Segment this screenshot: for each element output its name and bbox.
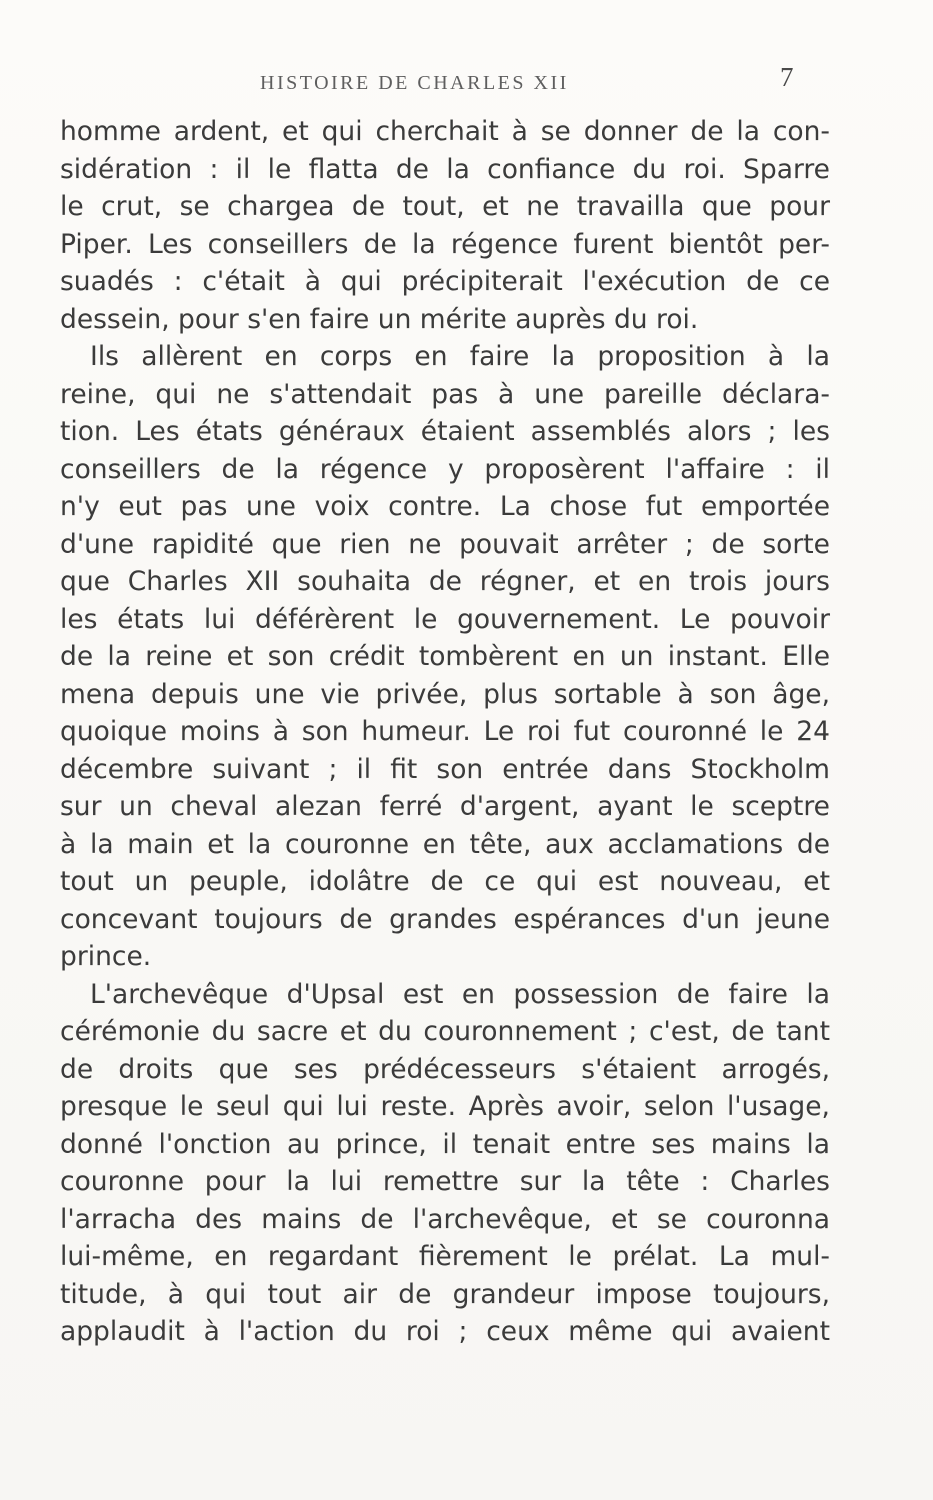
text-line: cérémonie du sacre et du couronnement ; c'est, de tant — [60, 1016, 830, 1047]
text-line: tion. Les états généraux étaient assemblés alors ; les — [60, 416, 830, 447]
page-number: 7 — [780, 62, 794, 92]
text-line: sur un cheval alezan ferré d'argent, ayant le sceptre — [60, 791, 830, 822]
text-line: sidération : il le flatta de la confiance du roi. Sparre — [60, 153, 830, 185]
text-line: que Charles XII souhaita de régner, et en trois jours — [60, 566, 830, 597]
text-line: tout un peuple, idolâtre de ce qui est nouveau, et — [60, 866, 830, 897]
paragraph-first-line: L'archevêque d'Upsal est en possession de faire la — [90, 978, 830, 1010]
body-text — [60, 113, 830, 1351]
running-head: HISTOIRE DE CHARLES XII — [260, 72, 569, 94]
text-line: décembre suivant ; il fit son entrée dans Stockholm — [60, 753, 830, 785]
text-line: suadés : c'était à qui précipiterait l'exécution de ce — [60, 266, 830, 297]
text-line: dessein, pour s'en faire un mérite auprès du roi. — [60, 303, 699, 335]
text-line: les états lui déférèrent le gouvernement. Le pouvoir — [60, 603, 830, 635]
text-line: reine, qui ne s'attendait pas à une pareille déclara- — [60, 378, 830, 410]
text-line: applaudit à l'action du roi ; ceux même qui avaient — [60, 1316, 830, 1347]
paragraph-first-line: Ils allèrent en corps en faire la proposition à la — [90, 341, 830, 372]
text-line: le crut, se chargea de tout, et ne travailla que pour — [60, 191, 830, 222]
text-line: donné l'onction au prince, il tenait entre ses mains la — [60, 1128, 830, 1160]
text-line: de droits que ses prédécesseurs s'étaient arrogés, — [60, 1053, 830, 1085]
text-line: presque le seul qui lui reste. Après avoir, selon l'usage, — [60, 1091, 830, 1122]
text-line: n'y eut pas une voix contre. La chose fut emportée — [60, 491, 830, 522]
text-line: conseillers de la régence y proposèrent l'affaire : il — [60, 453, 830, 485]
text-line: lui-même, en regardant fièrement le prélat. La mul- — [60, 1241, 830, 1272]
text-line: Piper. Les conseillers de la régence furent bientôt per- — [60, 228, 830, 260]
text-line: concevant toujours de grandes espérances d'un jeune — [60, 903, 830, 935]
text-line: quoique moins à son humeur. Le roi fut couronné le 24 — [60, 716, 830, 747]
text-line: à la main et la couronne en tête, aux acclamations de — [60, 828, 830, 860]
text-line: l'arracha des mains de l'archevêque, et se couronna — [60, 1203, 830, 1235]
text-line: de la reine et son crédit tombèrent en un instant. Elle — [60, 641, 830, 672]
text-line: d'une rapidité que rien ne pouvait arrêter ; de sorte — [60, 528, 830, 560]
text-line: mena depuis une vie privée, plus sortable à son âge, — [60, 678, 830, 710]
text-line: titude, à qui tout air de grandeur impose toujours, — [60, 1278, 830, 1310]
text-line: homme ardent, et qui cherchait à se donner de la con- — [60, 116, 830, 147]
text-line: couronne pour la lui remettre sur la tête : Charles — [60, 1166, 830, 1197]
text-line: prince. — [60, 941, 152, 972]
